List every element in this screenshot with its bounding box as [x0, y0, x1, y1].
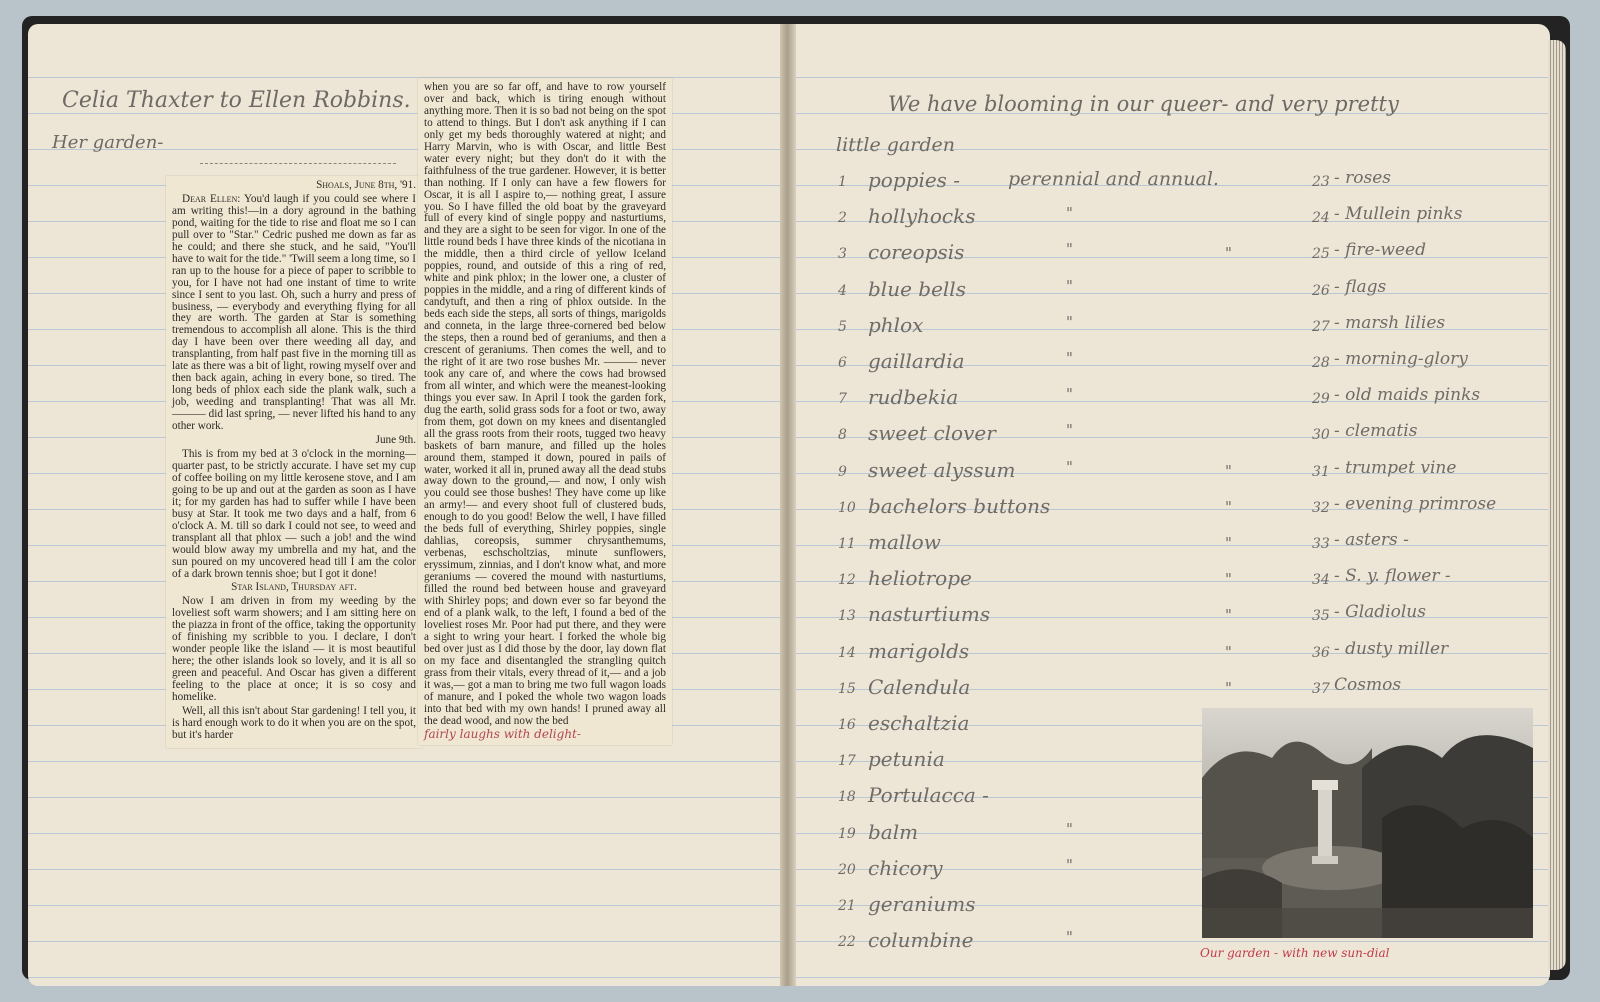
flower-name: Calendula [868, 674, 971, 699]
flower-number: 19 [838, 825, 856, 842]
flower-number: 31 [1312, 463, 1330, 480]
flower-name: heliotrope [868, 566, 972, 591]
flower-number: 12 [838, 572, 856, 589]
flower-name: hollyhocks [868, 204, 976, 229]
flower-number: 26 [1312, 282, 1330, 299]
flower-name: sweet alyssum [868, 457, 1016, 482]
clipping-paragraph: when you are so far off, and have to row yourself over and back, which is tiring enough without anything more. Then it is so bad not being on the spot to attend to things. But I don't ask anything if I can only get my beds thoroughly watered at night; and Harry Marvin, who is with Oscar, and little Best water every night; but they don't do it with the faithfulness of the true gardener. However, it is better than nothing. If I only can have a few flowers for Oscar, it is all I aspire to,— nothing great, I assure you. So I have filled the old boat by the graveyard full of every kind of single poppy and nasturtiums, and they are a sight to be seen for vigor. In one of the little round beds I have three kinds of the nicotiana in the middle, then a third circle of yellow Iceland poppies, round, and outside of this a ring of red, white and pink phlox; in the lower one, a cluster of poppies in the middle, and a ring of different kinds of candytuft, and then a ring of phlox outside. In the beds each side the steps, all sorts of things, marigolds and conneta, in the large three-cornered bed below the steps, then a round bed of geraniums, and then a crescent of geraniums. Then comes the well, and to the right of it are two rose bushes Mr. ——— never took any care of, and where the cows had browsed from all winter, and which were the meanest-looking things you ever saw. In April I took the garden fork, dug the earth, solid grass sods for a foot or two, away from them, got down on my knees and disentangled all the grass roots from their roots, tugged two heavy baskets of barn manure, and filled up the holes around them, stamped it down, poured in pails of water, worked it all in, pruned away all the dead stubs away down to the ground,— and now, I only wish you could see those bushes! They have come up like an army!— and every shoot full of clustered buds, enough to do you good! Below the well, I have filled the beds full of everything, Shirley poppies, single dahlias, coreopsis, summer chrysanthemums, verbenas, eschscholtzias, minute sunflowers, eryssimum, zinnias, and I don't know what, and more geraniums — covered the mound with nasturtiums, filled the round bed between house and graveyard with Shirley pops; and down ever so far beyond the end of a plank walk, to the left, I found a bed of the loveliest roses Mr. Poor had put there, and they were a sight to wring your heart. I forked the whole big bed over just as I did those by the door, lay down flat on my face and disentangled the strangling quitch grass from their vitals, every thread of it,— and a job it was,— got a man to bring me two full wagon loads of manure, and I poked the whole two wagon loads into that bed with my own hands! I pruned away all the dead wood, and now the bed [424, 81, 666, 727]
page-edges [1548, 40, 1566, 970]
flower-name: rudbekia [868, 385, 959, 410]
flower-number: 7 [838, 391, 847, 408]
flower-name: - asters - [1334, 530, 1409, 550]
flower-list-item [838, 928, 1258, 958]
flower-name: - Mullein pinks [1334, 204, 1463, 225]
flower-list-item [838, 639, 1258, 669]
flower-list-item [838, 820, 1258, 850]
flower-number: 35 [1312, 608, 1330, 625]
flower-note: perennial and annual. [1008, 168, 1219, 190]
handwritten-subtitle: Her garden- [52, 132, 164, 153]
flower-name: Portulacca - [868, 783, 989, 808]
clipping-paragraph: Well, all this isn't about Star gardening! I tell you, it is hard enough work to do it when you are on the spot, but it's harder [172, 704, 416, 741]
flower-number: 11 [838, 536, 856, 552]
flower-name: bachelors buttons [868, 493, 1051, 518]
flower-name: poppies - [868, 168, 961, 192]
flower-note: " [1066, 276, 1073, 295]
flower-number: 16 [838, 717, 856, 733]
flower-list-item [838, 168, 1258, 198]
flower-number: 23 [1312, 174, 1330, 190]
ditto-mark: " [1225, 678, 1232, 697]
flower-number: 20 [838, 861, 856, 878]
garden-photograph [1202, 708, 1533, 938]
flower-number: 29 [1312, 391, 1330, 408]
flower-list-item [1312, 602, 1542, 632]
flower-number: 14 [838, 644, 856, 661]
clipping-dateline: Star Island, Thursday aft. [231, 581, 357, 594]
flower-list-item [838, 349, 1258, 379]
clipping-paragraph [172, 194, 416, 433]
flower-note: " [1066, 312, 1073, 331]
flower-number: 30 [1312, 427, 1330, 444]
clipping-paragraph: This is from my bed at 3 o'clock in the morning—quarter past, to be strictly accurate. I have set my cup of coffee boiling on my little kerosene stove, and I am going to be up and out at the garden as soon as I have it; for my garden has had to suffer while I have been busy at Star. It took me two days and a half, from 6 o'clock A. M. till so dark I could not see, to weed and transplant all that phlox — such a job! and the wind would blow away my umbrella and my hat, and the sun poured on my uncovered head till I am the color of a dark brown tennis shoe; but I got it done! [172, 447, 416, 580]
flower-note: " [1066, 204, 1073, 223]
flower-list-item [838, 530, 1258, 560]
flower-note: " [1066, 240, 1073, 259]
flower-number: 2 [838, 210, 847, 227]
flower-list-item [838, 783, 1258, 813]
clipping-tear-edge [200, 163, 396, 164]
flower-list-item [838, 458, 1258, 488]
flower-name: - roses [1334, 168, 1392, 188]
flower-list-item [838, 566, 1258, 596]
ditto-mark: " [1225, 461, 1232, 480]
flower-name: mallow [868, 530, 941, 554]
flower-name: gaillardia [868, 349, 965, 373]
clipping-dateline: Shoals, June 8th, '91. [316, 179, 416, 191]
flower-list-item [838, 240, 1258, 270]
flower-number: 3 [838, 246, 847, 263]
flower-number: 34 [1312, 572, 1330, 589]
garden-photo-image [1202, 708, 1533, 938]
flower-list-item [838, 204, 1258, 234]
flower-number: 5 [838, 318, 847, 335]
flower-name: geraniums [868, 892, 976, 916]
flower-name: sweet clover [868, 421, 996, 446]
flower-list-item [1312, 168, 1542, 198]
flower-name: - marsh lilies [1334, 312, 1446, 333]
flower-number: 4 [838, 282, 847, 299]
flower-name: - Gladiolus [1334, 602, 1426, 623]
flower-note: " [1066, 349, 1073, 367]
flower-number: 15 [838, 680, 856, 697]
flower-number: 36 [1312, 644, 1330, 661]
flower-list-item [1312, 494, 1542, 524]
handwritten-title: Celia Thaxter to Ellen Robbins. [62, 88, 411, 113]
flower-number: 8 [838, 427, 847, 444]
flower-name: nasturtiums [868, 602, 991, 627]
flower-list-item [1312, 385, 1542, 415]
newspaper-clipping-letter [166, 176, 422, 748]
flower-number: 37 [1312, 680, 1330, 697]
flower-list-item [838, 602, 1258, 632]
flower-name: columbine [868, 928, 974, 953]
flower-list-item [838, 385, 1258, 415]
ditto-mark: " [1225, 606, 1232, 625]
flower-note: " [1066, 928, 1073, 947]
flower-name: - clematis [1334, 421, 1418, 442]
flower-list-item [1312, 530, 1542, 560]
flower-name: - fire-weed [1334, 240, 1426, 261]
flower-name: chicory [868, 855, 943, 880]
flower-number: 6 [838, 355, 847, 371]
flower-list-item [838, 856, 1258, 886]
flower-note: " [1066, 385, 1073, 404]
flower-list-item [838, 421, 1258, 451]
flower-note: " [1066, 457, 1073, 476]
flower-list-item [1312, 675, 1542, 705]
flower-number: 9 [838, 463, 847, 480]
flower-name: eschaltzia [868, 711, 970, 735]
flower-number: 10 [838, 499, 856, 516]
flower-note: " [1066, 855, 1073, 874]
flower-name: coreopsis [868, 240, 965, 265]
flower-list-item [1312, 458, 1542, 488]
flower-list-item [1312, 313, 1542, 343]
flower-number: 21 [838, 898, 856, 914]
flower-number: 33 [1312, 536, 1330, 552]
flower-list-item [838, 747, 1258, 777]
flower-list-item [1312, 277, 1542, 307]
flower-name: petunia [868, 747, 945, 772]
newspaper-clipping-continued [418, 78, 672, 745]
handwritten-intro-line2: little garden [836, 134, 956, 156]
ditto-mark: " [1225, 497, 1232, 516]
ditto-mark: " [1225, 642, 1232, 661]
flower-list-item [1312, 566, 1542, 596]
flower-name: phlox [868, 312, 924, 337]
flower-name: - morning-glory [1334, 349, 1468, 369]
flower-name: - old maids pinks [1334, 385, 1481, 406]
flower-name: blue bells [868, 276, 966, 301]
flower-list-item [838, 494, 1258, 524]
ditto-mark: " [1225, 534, 1232, 552]
flower-name: - trumpet vine [1334, 457, 1457, 478]
flower-list-item [838, 892, 1258, 922]
flower-list-item [1312, 349, 1542, 379]
flower-number: 18 [838, 789, 856, 806]
flower-name: marigolds [868, 638, 970, 663]
flower-number: 17 [838, 753, 856, 770]
clipping-salutation: Dear Ellen: [182, 192, 241, 205]
flower-list-item [838, 675, 1258, 705]
flower-name: - evening primrose [1334, 493, 1497, 514]
flower-number: 25 [1312, 246, 1330, 263]
clipping-paragraph: Now I am driven in from my weeding by the loveliest soft warm showers; and I am sitting here on the piazza in front of the office, taking the opportunity of finishing my scribble to you. I declare, I don't wonder people like the island — it is most beautiful here; the other islands look so lovely, and it is all so green and peaceful. And Oscar has given a different feeling to the place at once; it is so cosy and homelike. [172, 595, 416, 704]
flower-note: " [1066, 819, 1073, 838]
flower-list-item [1312, 421, 1542, 451]
flower-name: balm [868, 819, 919, 844]
handwritten-red-ending: fairly laughs with delight- [424, 727, 581, 742]
flower-list-item [1312, 240, 1542, 270]
flower-name: - S. y. flower - [1334, 566, 1451, 587]
ditto-mark: " [1225, 570, 1232, 589]
flower-number: 22 [838, 934, 856, 951]
flower-note: " [1066, 421, 1073, 440]
flower-name: - flags [1334, 276, 1387, 297]
clipping-text: You'd laugh if you could see where I am writing this!—in a dory aground in the bathing pond, waiting for the tide to rise and float me so I can pull over to "Star." Cedric pushed me down as far as he could; and there she stuck, and he said, "You'll have to wait for the tide." 'Twill seem a long time, so I ran up to the house for a piece of paper to scribble to you, for I have not had one instant of time to write since I sent to you last. Oh, such a hurry and press of business, — everybody and everything flying for all they are worth. The garden at Star is something tremendous to accomplish all alone. This is the third day I have been over there weeding all day, and transplanting, from half past five in the morning till as late as there was a bit of light, rowing myself over and then back again, aching in every bone, so tired. The long beds of phlox each side the plank walk, such a job, weeding and transplanting! That was all Mr.——— did last spring, — never lifted his hand to any other work. [172, 192, 416, 433]
flower-number: 13 [838, 608, 856, 625]
flower-number: 24 [1312, 210, 1330, 227]
photo-caption: Our garden - with new sun-dial [1200, 946, 1390, 960]
flower-number: 27 [1312, 318, 1330, 335]
book-spine-fold [780, 24, 796, 986]
flower-list-item [838, 313, 1258, 343]
ditto-mark: " [1225, 244, 1232, 263]
flower-list-item [1312, 204, 1542, 234]
flower-name: - dusty miller [1334, 638, 1449, 659]
flower-number: 32 [1312, 499, 1330, 516]
flower-number: 28 [1312, 355, 1330, 371]
flower-list-item [838, 277, 1258, 307]
flower-number: 1 [838, 174, 847, 190]
clipping-dateline: June 9th. [375, 434, 416, 447]
flower-list-item [838, 711, 1258, 741]
flower-name: Cosmos [1334, 674, 1402, 695]
handwritten-intro-line1: We have blooming in our queer- and very pretty [888, 92, 1399, 116]
flower-list-item [1312, 639, 1542, 669]
